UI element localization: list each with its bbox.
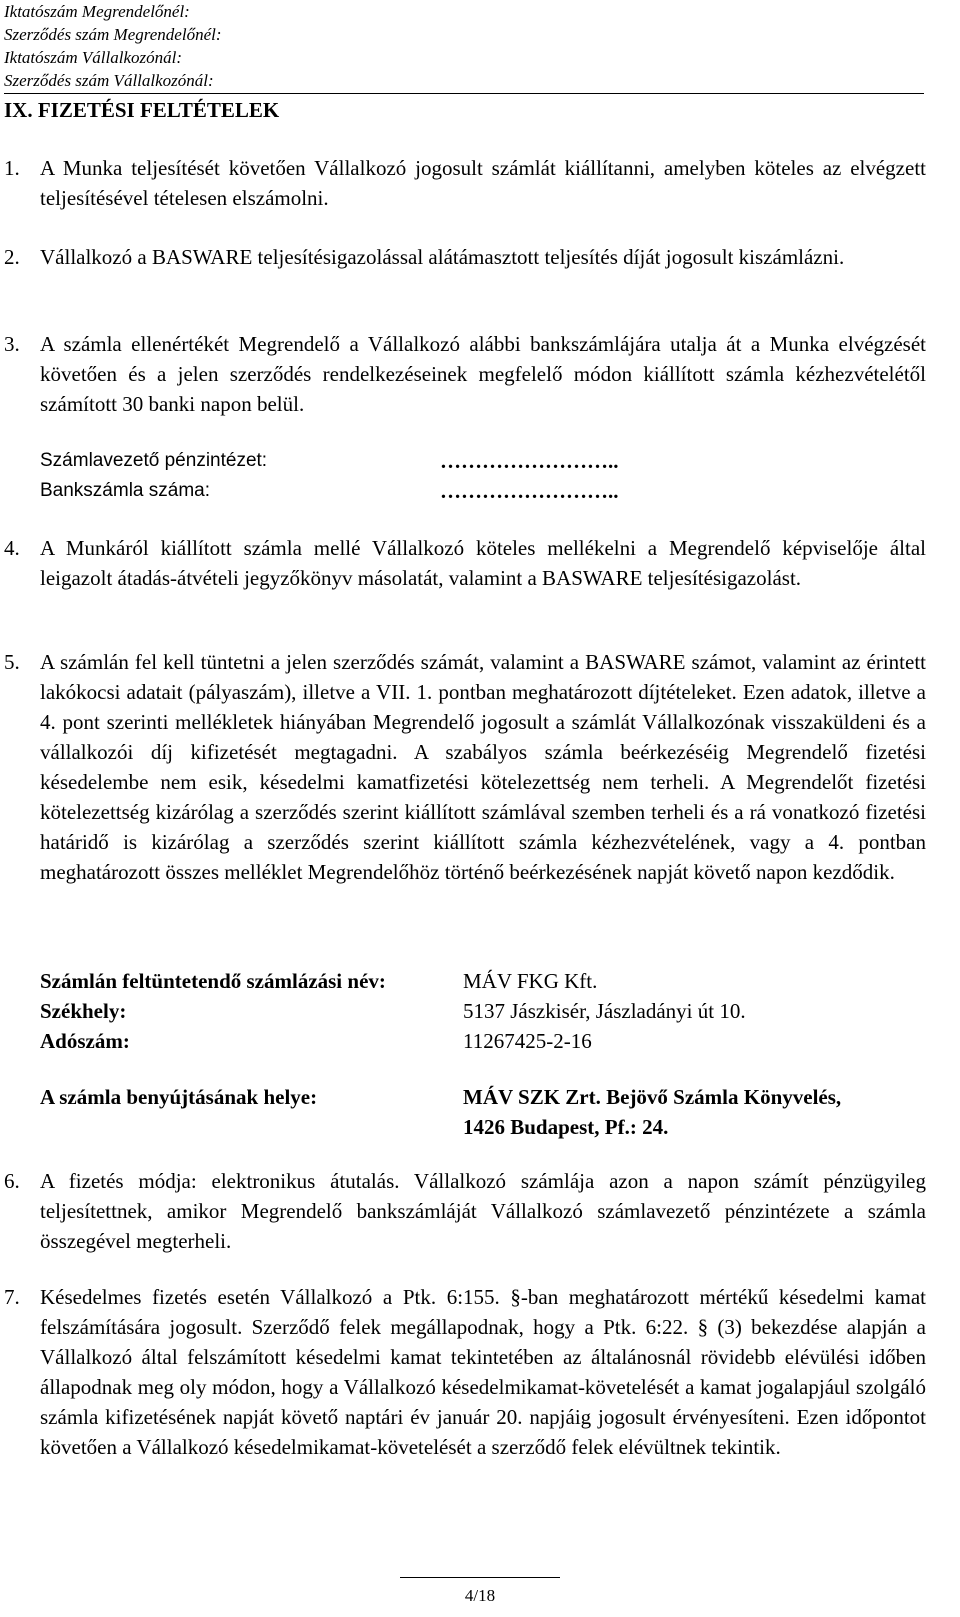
bank-account-label: Bankszámla száma:: [40, 480, 211, 501]
item-text: Késedelmes fizetés esetén Vállalkozó a Ptk. 6:155. §-ban meghatározott mértékű késedelmi kamat felszámítására jogosult. Szerződő felek megállapodnak, hogy a Ptk. 6:22. § (3) bekezdése alapján a Vállalkozó által felszámított késedelmi kamat tekintetében az általánosnál rövidebb elévülési időben állapodnak meg oly módon, hogy a Vállalkozó késedelmikamat-követelését a kamat jogalapjául szolgáló számla kifizetésének napját követő naptári év január 20. napjáig jogosult érvényesíteni. Ezen időpontot követően a Vállalkozó késedelmikamat-követelését a szerződő felek elévültnek tekintik.: [40, 1285, 926, 1459]
invoice-tax-row: [40, 1026, 920, 1056]
invoice-name-label: Számlán feltüntetendő számlázási név:: [40, 969, 386, 993]
item-number: 1.: [4, 156, 20, 180]
bank-institution-label: Számlavezető pénzintézet:: [40, 450, 268, 471]
list-item: [4, 533, 926, 593]
invoice-details: [40, 966, 920, 1056]
bank-account-blank: ……………………..: [440, 479, 619, 503]
item-number: 5.: [4, 650, 20, 674]
invoice-submit-value: MÁV SZK Zrt. Bejövő Számla Könyvelés,: [463, 1085, 842, 1109]
header-line: Szerződés szám Vállalkozónál:: [4, 71, 214, 90]
item-number: 2.: [4, 245, 20, 269]
invoice-submit-row-2: [40, 1112, 920, 1142]
item-text: A Munka teljesítését követően Vállalkozó jogosult számlát kiállítanni, amelyben köteles az elvégzett teljesítésével tételesen elszámolni.: [40, 156, 926, 210]
list-item: [4, 1282, 926, 1462]
invoice-name-row: [40, 966, 920, 996]
list-item: [4, 153, 926, 213]
invoice-submit-label: A számla benyújtásának helye:: [40, 1085, 318, 1109]
bank-account-row: [40, 476, 920, 506]
page-number: 4/18: [464, 1586, 496, 1605]
list-item: [4, 242, 926, 272]
item-text: A Munkáról kiállított számla mellé Vállalkozó köteles mellékelni a Megrendelő képviselője által leigazolt átadás-átvételi jegyzőkönyv másolatát, valamint a BASWARE teljesítésigazolást.: [40, 536, 926, 590]
item-text: A fizetés módja: elektronikus átutalás. Vállalkozó számlája azon a napon számít pénzügyileg teljesítettnek, amikor Megrendelő bankszámláját Vállalkozó számlavezető pénzintézete a számla összegével megterheli.: [40, 1169, 926, 1253]
list-item: [4, 647, 926, 887]
item-text: A számlán fel kell tüntetni a jelen szerződés számát, valamint a BASWARE számot, valamint az érintett lakókocsi adatait (pályaszám), illetve a VII. 1. pontban meghatározott díjtételeket. Ezen adatok, illetve a 4. pont szerinti mellékletek hiányában Megrendelő jogosult a számlát Vállalkozónak visszaküldeni és a vállalkozói díj kifizetését megtagadni. A szabályos számla beérkezéséig Megrendelő fizetési késedelembe nem esik, késedelmi kamatfizetési kötelezettség nem terheli. A Megrendelőt fizetési kötelezettség kizárólag a szerződés szerint kiállított számlával szemben terheli és a rá vonatkozó fizetési határidő is kizárólag a szerződés szerint kiállított számla kézhezvételének, vagy a 4. pontban meghatározott összes melléklet Megrendelőhöz történő beérkezésének napját követő napon kezdődik.: [40, 650, 926, 884]
page-footer: [0, 1577, 960, 1607]
header-line: Iktatószám Megrendelőnél:: [4, 2, 190, 21]
invoice-name-value: MÁV FKG Kft.: [463, 969, 598, 993]
item-number: 4.: [4, 536, 20, 560]
invoice-tax-label: Adószám:: [40, 1029, 130, 1053]
section-title: IX. FIZETÉSI FELTÉTELEK: [4, 98, 280, 122]
invoice-seat-row: [40, 996, 920, 1026]
bank-institution-row: [40, 446, 920, 476]
item-text: Vállalkozó a BASWARE teljesítésigazolással alátámasztott teljesítés díját jogosult kiszámlázni.: [40, 245, 845, 269]
item-number: 3.: [4, 332, 20, 356]
invoice-seat-value: 5137 Jászkisér, Jászladányi út 10.: [463, 999, 746, 1023]
item-number: 6.: [4, 1169, 20, 1193]
invoice-submit: [40, 1082, 920, 1142]
bank-details: [40, 446, 920, 506]
invoice-seat-label: Székhely:: [40, 999, 127, 1023]
header-divider: [4, 93, 924, 94]
page-header: [4, 0, 924, 94]
header-line: Szerződés szám Megrendelőnél:: [4, 25, 222, 44]
invoice-submit-address: 1426 Budapest, Pf.: 24.: [463, 1115, 669, 1139]
list-item: [4, 1166, 926, 1256]
header-line: Iktatószám Vállalkozónál:: [4, 48, 183, 67]
list-item: [4, 329, 926, 419]
invoice-tax-value: 11267425-2-16: [463, 1029, 592, 1053]
bank-institution-blank: ……………………..: [440, 449, 619, 473]
item-text: A számla ellenértékét Megrendelő a Vállalkozó alábbi bankszámlájára utalja át a Munka elvégzését követően és a jelen szerződés rendelkezéseinek megfelelő módon kiállított számla kézhezvételétől számított 30 banki napon belül.: [40, 332, 926, 416]
invoice-submit-row: [40, 1082, 920, 1112]
item-number: 7.: [4, 1285, 20, 1309]
footer-divider: [400, 1577, 560, 1578]
